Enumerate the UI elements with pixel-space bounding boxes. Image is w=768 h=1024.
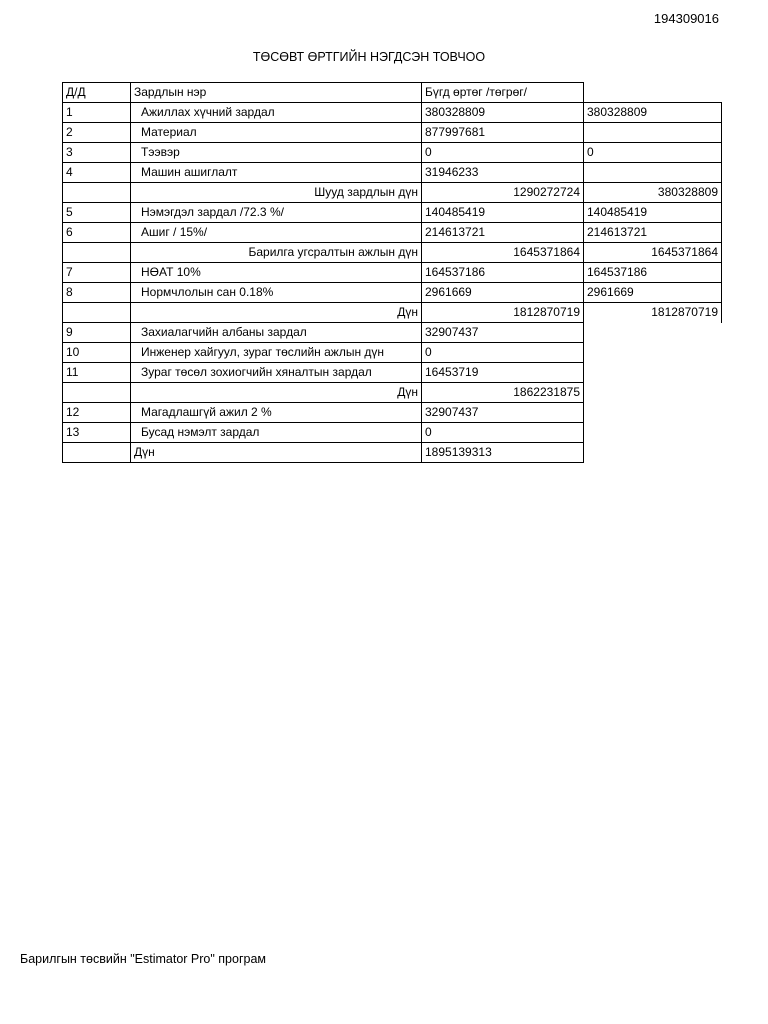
row-number: 8 [63,283,131,303]
header-total: Бүгд өртөг /төгрөг/ [422,83,584,103]
row-number: 1 [63,103,131,123]
row-total: 31946233 [422,163,584,183]
row-number: 7 [63,263,131,283]
row-total: 2961669 [422,283,584,303]
table-row [63,443,722,463]
row-extra: 1645371864 [584,243,722,263]
row-total: 1645371864 [422,243,584,263]
row-total: 1895139313 [422,443,584,463]
row-name: Дүн [131,383,422,403]
row-extra-empty [584,403,722,423]
row-name: Бусад нэмэлт зардал [131,423,422,443]
row-number [63,303,131,323]
table-row [63,383,722,403]
row-name: Тээвэр [131,143,422,163]
row-total: 1290272724 [422,183,584,203]
table-row [63,283,722,303]
row-extra-empty [584,343,722,363]
footer-note: Барилгын төсвийн "Estimator Pro" програм [20,952,267,966]
document-id: 194309016 [653,11,719,26]
row-extra: 0 [584,143,722,163]
table-row [63,123,722,143]
row-name: Магадлашгүй ажил 2 % [131,403,422,423]
row-extra: 380328809 [584,183,722,203]
row-extra-empty [584,443,722,463]
table-row [63,403,722,423]
row-name: Захиалагчийн албаны зардал [131,323,422,343]
table-row [63,423,722,443]
row-name: Материал [131,123,422,143]
row-number: 10 [63,343,131,363]
table-row [63,243,722,263]
row-total: 16453719 [422,363,584,383]
row-number: 11 [63,363,131,383]
row-extra [584,123,722,143]
row-total: 877997681 [422,123,584,143]
row-extra: 164537186 [584,263,722,283]
row-number [63,443,131,463]
row-total: 140485419 [422,203,584,223]
row-total: 0 [422,423,584,443]
cost-summary-table [62,82,722,463]
table-row [63,183,722,203]
table-row [63,363,722,383]
row-name: Ашиг / 15%/ [131,223,422,243]
row-total: 0 [422,343,584,363]
row-number [63,383,131,403]
row-number: 2 [63,123,131,143]
row-name: Дүн [131,303,422,323]
row-extra-empty [584,323,722,343]
row-name: НӨАТ 10% [131,263,422,283]
header-no: Д/Д [63,83,131,103]
row-number: 13 [63,423,131,443]
row-name: Зураг төсөл зохиогчийн хяналтын зардал [131,363,422,383]
row-number: 12 [63,403,131,423]
table-row [63,303,722,323]
row-total: 214613721 [422,223,584,243]
row-total: 380328809 [422,103,584,123]
header-extra [584,83,722,103]
table-row [63,263,722,283]
header-name: Зардлын нэр [131,83,422,103]
row-name: Машин ашиглалт [131,163,422,183]
row-extra: 214613721 [584,223,722,243]
row-total: 164537186 [422,263,584,283]
row-name: Нормчлолын сан 0.18% [131,283,422,303]
row-total: 32907437 [422,403,584,423]
row-extra [584,163,722,183]
row-number [63,183,131,203]
table-row [63,103,722,123]
table-row [63,163,722,183]
row-name: Шууд зардлын дүн [131,183,422,203]
row-number: 5 [63,203,131,223]
row-number: 4 [63,163,131,183]
row-total: 32907437 [422,323,584,343]
row-extra: 380328809 [584,103,722,123]
row-extra-empty [584,423,722,443]
row-extra: 2961669 [584,283,722,303]
row-extra-empty [584,383,722,403]
row-name: Нэмэгдэл зардал /72.3 %/ [131,203,422,223]
row-name: Инженер хайгуул, зураг төслийн ажлын дүн [131,343,422,363]
table-row [63,143,722,163]
row-name: Барилга угсралтын ажлын дүн [131,243,422,263]
row-extra-empty [584,363,722,383]
row-extra: 1812870719 [584,303,722,323]
table-row [63,223,722,243]
row-number: 6 [63,223,131,243]
document-title: ТӨСӨВТ ӨРТГИЙН НЭГДСЭН ТОВЧОО [252,50,486,64]
table-row [63,323,722,343]
table-row [63,343,722,363]
row-extra: 140485419 [584,203,722,223]
row-number: 9 [63,323,131,343]
row-total: 1862231875 [422,383,584,403]
row-name: Ажиллах хүчний зардал [131,103,422,123]
table-row [63,203,722,223]
table-header-row [63,83,722,103]
row-total: 0 [422,143,584,163]
row-number: 3 [63,143,131,163]
row-total: 1812870719 [422,303,584,323]
row-number [63,243,131,263]
row-name: Дүн [131,443,422,463]
